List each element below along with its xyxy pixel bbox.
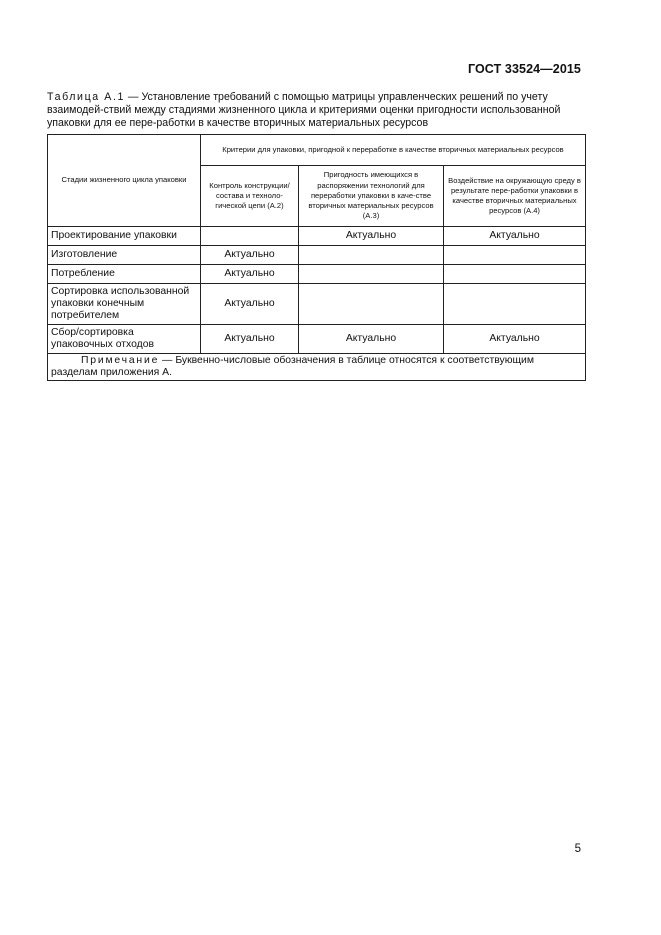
value-cell: Актуально: [299, 227, 444, 246]
value-cell: Актуально: [444, 325, 586, 354]
value-cell: Актуально: [444, 227, 586, 246]
value-cell: [201, 227, 299, 246]
table-note-row: [48, 354, 586, 381]
table-row: [48, 246, 586, 265]
value-cell: [299, 284, 444, 325]
stage-cell: Изготовление: [48, 246, 201, 265]
stage-column-header: Стадии жизненного цикла упаковки: [48, 135, 201, 227]
stage-cell: Сортировка использованной упаковки конечным потребителем: [48, 284, 201, 325]
value-cell: Актуально: [201, 284, 299, 325]
table-caption-text: — Установление требований с помощью матрицы управленческих решений по учету взаимодей-ствий между стадиями жизненного цикла и критериями оценки пригодности использованной упаковки для ее пере-работки в качестве вторичных материальных ресурсов: [47, 91, 561, 130]
page-number: 5: [574, 843, 581, 855]
decision-matrix-table: [47, 134, 586, 381]
value-cell: Актуально: [201, 265, 299, 284]
value-cell: [299, 265, 444, 284]
note-label: Примечание: [81, 355, 160, 366]
table-row: [48, 325, 586, 354]
document-code: ГОСТ 33524—2015: [467, 62, 581, 76]
table-caption: [47, 91, 584, 131]
criterion-header-a2: Контроль конструкции/ состава и техноло-гической цепи (А.2): [201, 166, 299, 227]
note-text: — Буквенно-числовые обозначения в таблице относятся к соответствующим разделам приложения А.: [51, 355, 534, 379]
value-cell: [444, 265, 586, 284]
stage-cell: Сбор/сортировка упаковочных отходов: [48, 325, 201, 354]
value-cell: [299, 246, 444, 265]
stage-cell: Потребление: [48, 265, 201, 284]
table-row: [48, 284, 586, 325]
value-cell: [444, 246, 586, 265]
value-cell: Актуально: [299, 325, 444, 354]
value-cell: [444, 284, 586, 325]
criterion-header-a4: Воздействие на окружающую среду в результате пере-работки упаковки в качестве вторичных материальных ресурсов (А.4): [444, 166, 586, 227]
table-row: [48, 227, 586, 246]
criteria-group-header: Критерии для упаковки, пригодной к переработке в качестве вторичных материальных ресурсов: [201, 135, 586, 166]
stage-cell: Проектирование упаковки: [48, 227, 201, 246]
value-cell: Актуально: [201, 246, 299, 265]
table-row: [48, 265, 586, 284]
table-note: [48, 354, 586, 381]
table-caption-label: Таблица А.1: [47, 91, 125, 103]
criterion-header-a3: Пригодность имеющихся в распоряжении технологий для переработки упаковки в каче-стве вторичных материальных ресурсов (А.3): [299, 166, 444, 227]
value-cell: Актуально: [201, 325, 299, 354]
